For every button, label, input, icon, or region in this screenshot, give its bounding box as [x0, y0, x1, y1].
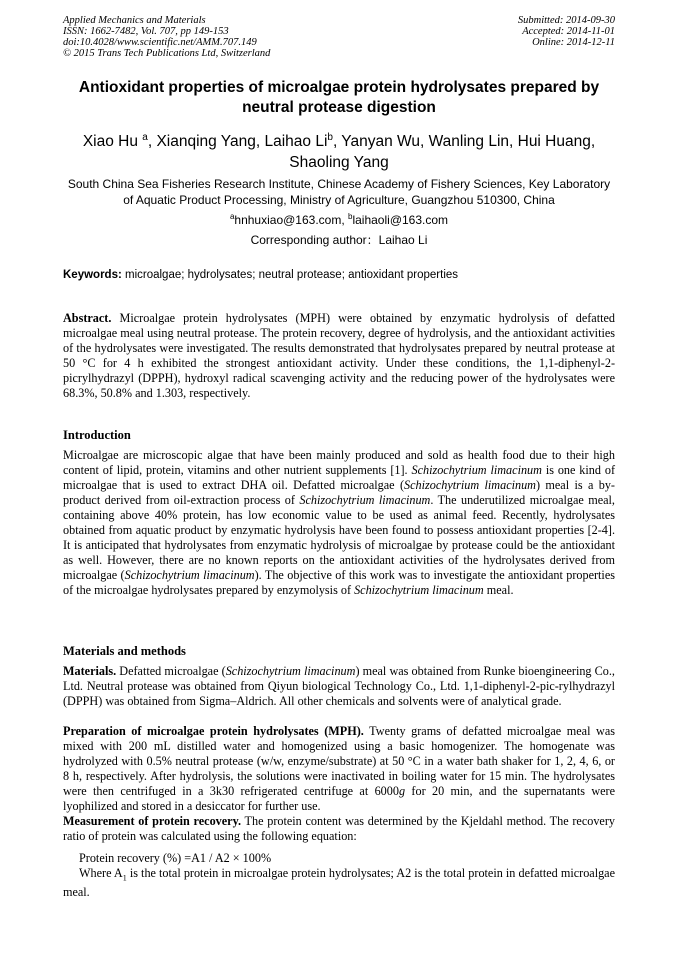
- intro-text-3: ) meal is a by-product derived from oil-extraction process of: [63, 478, 615, 507]
- preparation-label: Preparation of microalgae protein hydrolysates (MPH).: [63, 724, 364, 738]
- author-list: [63, 127, 615, 173]
- submitted-date: Submitted: 2014-09-30: [517, 15, 615, 26]
- author-sup-a: a: [142, 132, 148, 143]
- measurement-label: Measurement of protein recovery.: [63, 814, 242, 828]
- author-emails: [63, 209, 615, 228]
- intro-species-2: Schizochytrium limacinum: [404, 478, 536, 492]
- intro-text-5: ). The objective of this work was to investigate the antioxidant properties of the microalgae hydrolysates prepared by enzymolysis of: [63, 568, 615, 597]
- paper-title: Antioxidant properties of microalgae protein hydrolysates prepared by neutral protease digestion: [78, 79, 600, 116]
- preparation-g-unit: g: [398, 784, 406, 798]
- authors-middle: , Xianqing Yang, Laihao Li: [147, 133, 328, 151]
- materials-species: Schizochytrium limacinum: [225, 664, 356, 678]
- publication-dates: [375, 15, 615, 48]
- equation-definition: [63, 866, 615, 900]
- abstract: [63, 311, 615, 401]
- materials-text-2: ) meal was obtained from Runke bioengineering Co., Ltd. Neutral protease was obtained from Qiyun biological Technology Co., Ltd. 1,1-diphenyl-2-pic-rylhydrazyl (DPPH) was obtained from Sigma–Aldrich. All other chemicals and solvents were of analytical grade.: [63, 664, 615, 708]
- intro-text-1: Microalgae are microscopic algae that have been mainly produced and sold as health food due to their high content of lipid, protein, vitamins and other nutrient supplements [1].: [63, 448, 615, 477]
- materials-label: Materials.: [63, 664, 117, 678]
- materials-text-1: Defatted microalgae (: [116, 664, 226, 678]
- protein-recovery-equation: Protein recovery (%) =A1 / A2 × 100%: [79, 851, 272, 865]
- copyright: © 2015 Trans Tech Publications Ltd, Switzerland: [63, 48, 271, 59]
- intro-species-4: Schizochytrium limacinum: [124, 568, 255, 582]
- where-text-2: is the total protein in microalgae protein hydrolysates; A2 is the total protein in defatted microalgae meal.: [63, 866, 615, 900]
- issn: ISSN: 1662-7482, Vol. 707, pp 149-153: [63, 26, 229, 37]
- materials-paragraph: [63, 664, 615, 709]
- keywords-text: microalgae; hydrolysates; neutral protease; antioxidant properties: [121, 269, 459, 281]
- keywords-label: Keywords:: [63, 269, 122, 281]
- intro-text-4: . The underutilized microalgae meal, containing above 40% protein, has low economic value to be used as animal feed. Recently, hydrolysates obtained from aquatic product by enzymatic hydrolysis have been found to possess antioxidant properties [2-4]. It is anticipated that hydrolysates from enzymatic hydrolysis of microalgae by protease could be the antioxidant as well. However, there are no known reports on the antioxidant activities of the hydrolysates derived from microalgae (: [63, 493, 615, 582]
- author-sup-b: b: [327, 132, 333, 143]
- corresponding-author: Corresponding author：Laihao Li: [250, 233, 428, 247]
- abstract-label: Abstract.: [63, 311, 112, 325]
- authors-rest: , Yanyan Wu, Wanling Lin, Hui Huang, Shaoling Yang: [289, 133, 596, 172]
- intro-species-1: Schizochytrium limacinum: [411, 463, 542, 477]
- email-b[interactable]: laihaoli@163.com: [352, 213, 449, 227]
- where-text-1: Where A: [79, 866, 123, 880]
- affiliation: South China Sea Fisheries Research Institute, Chinese Academy of Fishery Sciences, Key Laboratory of Aquatic Product Processing, Ministry of Agriculture, Guangzhou 510300, China: [67, 177, 611, 207]
- keywords: [63, 267, 615, 283]
- preparation-text-1: Twenty grams of defatted microalgae meal was mixed with 200 mL distilled water and homogenized using a basic homogenizer. The homogenate was hydrolyzed with 0.5% neutral protease (w/w, enzyme/substrate) at 50 °C in a water bath shaker for 1, 2, 4, 6, or 8 h, respectively. After hydrolysis, the solutions were inactivated in boiling water for 15 min. The hydrolysates were then centrifuged in a 3k30 refrigerated centrifuge at 6000: [63, 724, 615, 798]
- email-sup-a: a: [229, 212, 235, 221]
- introduction-heading: Introduction: [63, 428, 131, 442]
- email-sup-b: b: [348, 212, 353, 221]
- preparation-text-2: for 20 min, and the supernatants were lyophilized and stored in a desiccator for further use.: [63, 784, 615, 813]
- intro-text-6: meal.: [483, 583, 514, 597]
- methods-heading: Materials and methods: [63, 644, 186, 658]
- accepted-date: Accepted: 2014-11-01: [522, 26, 615, 37]
- intro-species-3: Schizochytrium limacinum: [299, 493, 431, 507]
- journal-name: Applied Mechanics and Materials: [63, 15, 206, 26]
- preparation-paragraph: [63, 724, 615, 814]
- online-date: Online: 2014-12-11: [532, 37, 615, 48]
- where-subscript: 1: [122, 873, 127, 883]
- doi: doi:10.4028/www.scientific.net/AMM.707.149: [63, 37, 257, 48]
- introduction-paragraph: [63, 448, 615, 598]
- journal-info: [63, 15, 383, 59]
- measurement-paragraph: [63, 814, 615, 844]
- intro-species-5: Schizochytrium limacinum: [354, 583, 484, 597]
- author-first: Xiao Hu: [82, 133, 143, 151]
- abstract-text: Microalgae protein hydrolysates (MPH) were obtained by enzymatic hydrolysis of defatted microalgae meal using neutral protease. The protein recovery, degree of hydrolysis, and the antioxidant activities of the hydrolysates were investigated. The results demonstrated that hydrolysates prepared by neutral protease at 50 °C for 4 h exhibited the strongest antioxidant activity. Under these conditions, the 1,1-diphenyl-2-picrylhydrazyl (DPPH), hydroxyl radical scavenging activity and the reducing power of the hydrolysates were 68.3%, 50.8% and 1.303, respectively.: [63, 311, 615, 400]
- intro-text-2: is one kind of microalgae that is used to extract DHA oil. Defatted microalgae (: [63, 463, 616, 492]
- measurement-text: The protein content was determined by the Kjeldahl method. The recovery ratio of protein was calculated using the following equation:: [63, 814, 615, 843]
- email-a[interactable]: hnhuxiao@163.com,: [234, 213, 348, 227]
